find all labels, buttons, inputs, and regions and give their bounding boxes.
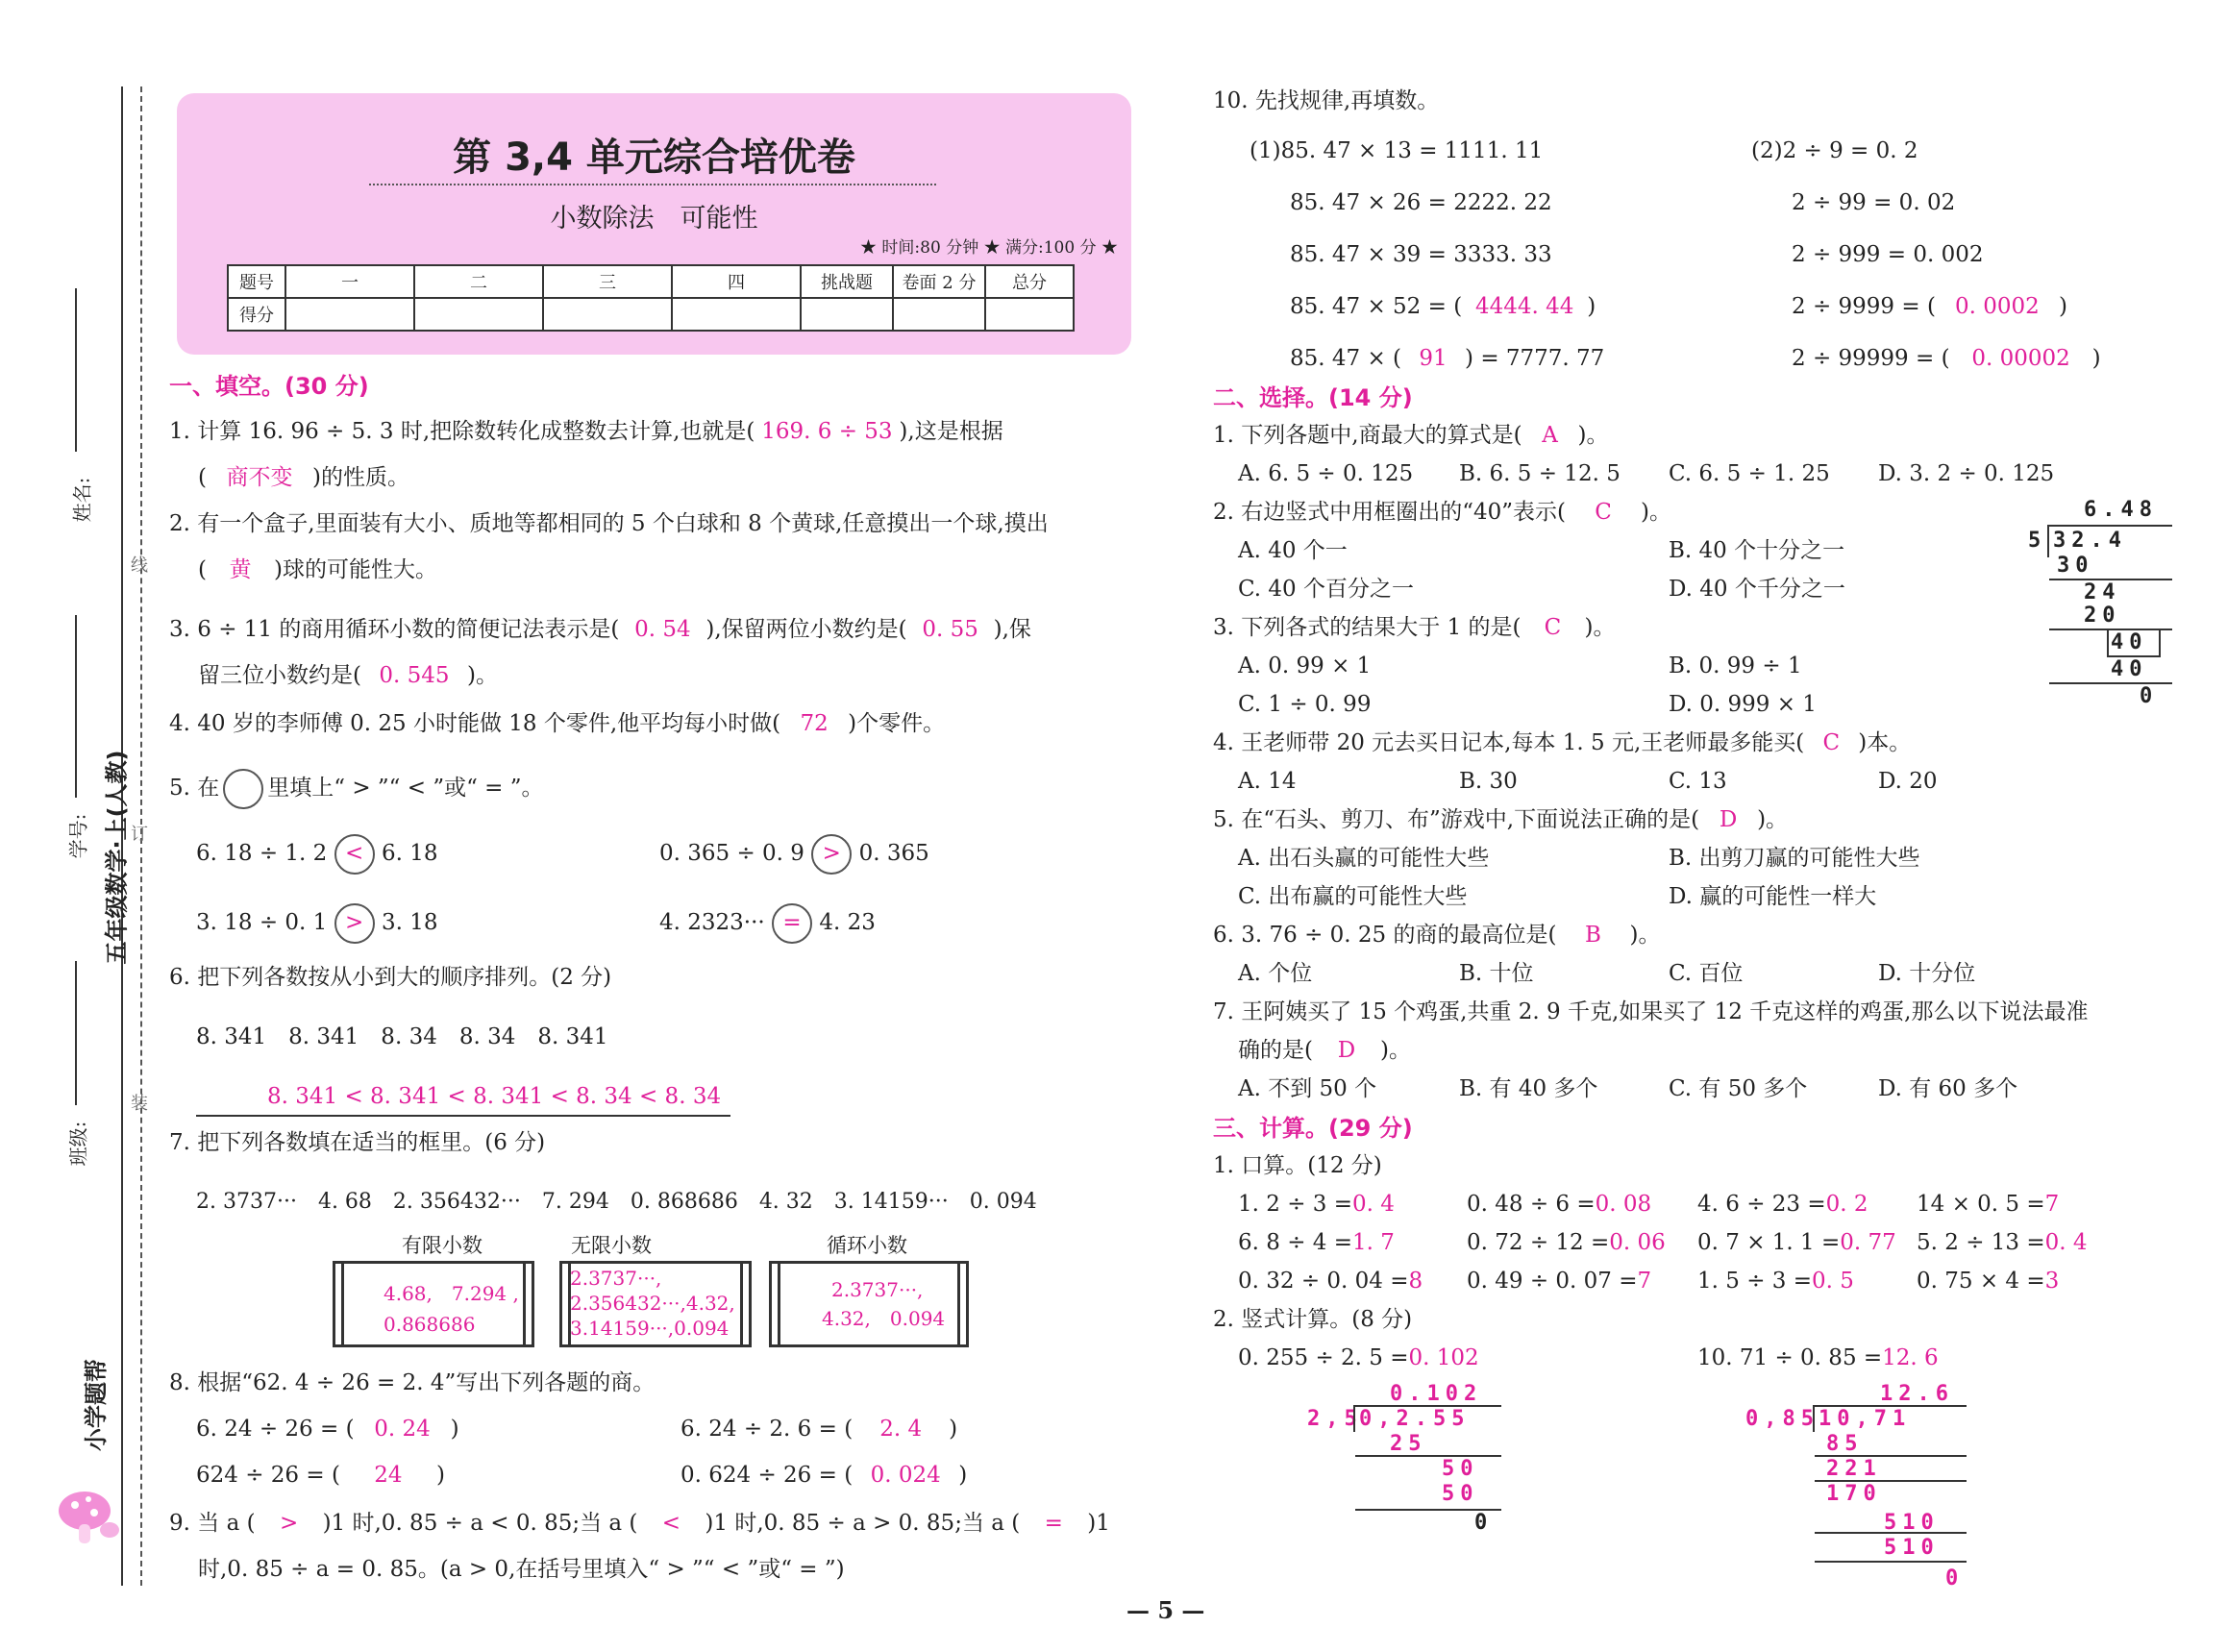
repeating-decimal-box[interactable]: 2.3737···, 4.32, 0.094 [769, 1261, 969, 1347]
question-1-line2: ( 商不变 )的性质。 [198, 465, 409, 490]
q8-item-3: 624 ÷ 26 = ( 24 ) [196, 1463, 445, 1488]
section-2-title: 二、选择。(14 分) [1213, 384, 1413, 411]
choice-option[interactable]: D. 有 60 多个 [1878, 1076, 2018, 1101]
name-label: 姓名: [70, 477, 94, 523]
q5-answer-circle[interactable]: < [334, 834, 375, 875]
finite-decimal-box[interactable]: 4.68, 7.294 , 0.868686 [333, 1261, 534, 1347]
cut-line-label: 线 [131, 555, 148, 576]
question-6-answer: 8. 341 < 8. 341 < 8. 341 < 8. 34 < 8. 34 [267, 1084, 722, 1109]
choice-option[interactable]: B. 40 个十分之一 [1669, 538, 1845, 563]
q5-expr-1: 6. 18 ÷ 1. 2 < 6. 18 [196, 834, 437, 875]
choice-option[interactable]: B. 有 40 多个 [1459, 1076, 1598, 1101]
box-label-finite: 有限小数 [402, 1234, 483, 1257]
oral-item: 1. 5 ÷ 3 =0. 5 [1697, 1269, 1854, 1294]
q8-item-1: 6. 24 ÷ 26 = ( 0. 24 ) [196, 1417, 459, 1442]
score-header-cell: 三 [543, 265, 672, 298]
question-10: 10. 先找规律,再填数。 [1213, 88, 1440, 113]
choice-option[interactable]: B. 出剪刀赢的可能性大些 [1669, 846, 1920, 871]
choice-option[interactable]: A. 个位 [1238, 961, 1313, 986]
oral-item: 0. 49 ÷ 0. 07 =7 [1467, 1269, 1652, 1294]
choice-option[interactable]: A. 40 个一 [1238, 538, 1348, 563]
question-6-numbers: 8. 341 8. 341 8. 34 8. 34 8. 341 [196, 1024, 608, 1049]
question-9-line1: 9. 当 a ( > )1 时,0. 85 ÷ a < 0. 85;当 a ( < )1 时,0. 85 ÷ a > 0. 85;当 a ( = )1 [169, 1511, 1110, 1536]
choice-q5: 5. 在“石头、剪刀、布”游戏中,下面说法正确的是( D )。 [1213, 807, 1789, 832]
question-7: 7. 把下列各数填在适当的框里。(6 分) [169, 1130, 546, 1155]
mushroom-logo-icon [56, 1488, 123, 1547]
q5-expr-2: 0. 365 ÷ 0. 9 > 0. 365 [659, 834, 929, 875]
score-cell[interactable] [801, 298, 893, 331]
choice-option[interactable]: C. 有 50 多个 [1669, 1076, 1808, 1101]
oral-item: 0. 75 × 4 =3 [1917, 1269, 2060, 1294]
oral-item: 6. 8 ÷ 4 =1. 7 [1238, 1230, 1395, 1255]
q10-left-5: 85. 47 × ( 91 ) = 7777. 77 [1290, 346, 1605, 371]
question-3-line2: 留三位小数约是( 0. 545 )。 [198, 663, 498, 688]
oral-item: 0. 72 ÷ 12 =0. 06 [1467, 1230, 1666, 1255]
section-3-title: 三、计算。(29 分) [1213, 1115, 1413, 1142]
cut-line-label: 装 [131, 1094, 148, 1114]
q5-expr-4: 4. 2323··· = 4. 23 [659, 903, 876, 944]
score-header-cell: 卷面 2 分 [893, 265, 985, 298]
header-banner [177, 93, 1131, 355]
vertical-calc-1: 0. 255 ÷ 2. 5 =0. 102 [1238, 1345, 1479, 1370]
choice-option[interactable]: C. 1 ÷ 0. 99 [1238, 692, 1372, 717]
question-2-line1: 2. 有一个盒子,里面装有大小、质地等都相同的 5 个白球和 8 个黄球,任意摸出一个球,摸出 [169, 511, 1049, 536]
choice-q7-line2: 确的是( D )。 [1238, 1038, 1411, 1063]
cut-line-label: 订 [131, 825, 148, 845]
choice-option[interactable]: C. 6. 5 ÷ 1. 25 [1669, 461, 1830, 486]
choice-q7-line1: 7. 王阿姨买了 15 个鸡蛋,共重 2. 9 千克,如果买了 12 千克这样的鸡蛋,那么以下说法最准 [1213, 999, 2089, 1024]
choice-option[interactable]: B. 30 [1459, 769, 1518, 794]
q10-left-2: 85. 47 × 26 = 2222. 22 [1290, 190, 1552, 215]
question-4: 4. 40 岁的李师傅 0. 25 小时能做 18 个零件,他平均每小时做( 72 )个零件。 [169, 711, 946, 736]
choice-option[interactable]: C. 13 [1669, 769, 1727, 794]
choice-q4: 4. 王老师带 20 元去买日记本,每本 1. 5 元,王老师最多能买( C )本。 [1213, 730, 1912, 755]
student-no-label: 学号: [66, 813, 90, 859]
score-header-cell: 一 [285, 265, 414, 298]
class-label: 班级: [66, 1121, 90, 1167]
choice-option[interactable]: B. 0. 99 ÷ 1 [1669, 653, 1802, 678]
question-1-line1: 1. 计算 16. 96 ÷ 5. 3 时,把除数转化成整数去计算,也就是( 169. 6 ÷ 53 ),这是根据 [169, 419, 1003, 444]
question-6: 6. 把下列各数按从小到大的顺序排列。(2 分) [169, 965, 612, 990]
question-9-line2: 时,0. 85 ÷ a = 0. 85。(a > 0,在括号里填入“ > ”“ < ”或“ = ”) [198, 1557, 845, 1582]
q10-left-3: 85. 47 × 39 = 3333. 33 [1290, 242, 1552, 267]
q10-right-3: 2 ÷ 999 = 0. 002 [1792, 242, 1984, 267]
q10-right-1: (2)2 ÷ 9 = 0. 2 [1751, 138, 1918, 163]
section-1-title: 一、填空。(30 分) [169, 373, 369, 400]
q8-item-4: 0. 624 ÷ 26 = ( 0. 024 ) [680, 1463, 968, 1488]
score-header-cell: 挑战题 [801, 265, 893, 298]
time-info: ★ 时间:80 分钟 ★ 满分:100 分 ★ [860, 238, 1118, 258]
q10-right-2: 2 ÷ 99 = 0. 02 [1792, 190, 1956, 215]
question-2-line2: ( 黄 )球的可能性大。 [198, 557, 437, 582]
score-header-cell: 四 [672, 265, 801, 298]
choice-q1: 1. 下列各题中,商最大的算式是( A )。 [1213, 423, 1609, 448]
brand-text: 小学题帮 [83, 1359, 110, 1451]
score-cell[interactable] [543, 298, 672, 331]
q10-left-4: 85. 47 × 52 = ( 4444. 44 ) [1290, 294, 1596, 319]
circle-placeholder-icon [223, 769, 263, 809]
q8-item-2: 6. 24 ÷ 2. 6 = ( 2. 4 ) [680, 1417, 958, 1442]
page-number: — 5 — [1126, 1596, 1205, 1624]
choice-option[interactable]: B. 十位 [1459, 961, 1534, 986]
oral-item: 5. 2 ÷ 13 =0. 4 [1917, 1230, 2088, 1255]
choice-option[interactable]: D. 赢的可能性一样大 [1669, 884, 1877, 909]
score-header-cell: 总分 [985, 265, 1074, 298]
oral-item: 0. 7 × 1. 1 =0. 77 [1697, 1230, 1896, 1255]
score-cell[interactable] [672, 298, 801, 331]
choice-option[interactable]: C. 40 个百分之一 [1238, 577, 1414, 602]
question-7-numbers: 2. 3737··· 4. 68 2. 356432··· 7. 294 0. 868686 4. 32 3. 14159··· 0. 094 [196, 1190, 1037, 1214]
vertical-calc-2: 10. 71 ÷ 0. 85 =12. 6 [1697, 1345, 1939, 1370]
vertical-calc-title: 2. 竖式计算。(8 分) [1213, 1307, 1413, 1332]
q5-answer-circle[interactable]: = [772, 903, 812, 944]
choice-option[interactable]: D. 20 [1878, 769, 1938, 794]
score-row-label: 得分 [228, 298, 285, 331]
q5-answer-circle[interactable]: > [811, 834, 852, 875]
question-5: 5. 在 里填上“ > ”“ < ”或“ = ”。 [169, 769, 544, 809]
choice-option[interactable]: C. 百位 [1669, 961, 1744, 986]
choice-option[interactable]: D. 0. 999 × 1 [1669, 692, 1817, 717]
choice-q3: 3. 下列各式的结果大于 1 的是( C )。 [1213, 615, 1616, 640]
choice-option[interactable]: A. 14 [1238, 769, 1297, 794]
choice-q6: 6. 3. 76 ÷ 0. 25 的商的最高位是( B )。 [1213, 923, 1661, 948]
grade-label: 五年级数学·上(人教) [103, 750, 131, 965]
choice-option[interactable]: A. 不到 50 个 [1238, 1076, 1377, 1101]
q10-right-5: 2 ÷ 99999 = ( 0. 00002 ) [1792, 346, 2101, 371]
score-cell[interactable] [414, 298, 543, 331]
question-3-line1: 3. 6 ÷ 11 的商用循环小数的简便记法表示是( 0. 54 ),保留两位小数约是( 0. 55 ),保 [169, 617, 1031, 642]
box-label-repeating: 循环小数 [827, 1234, 907, 1257]
choice-option[interactable]: D. 40 个千分之一 [1669, 577, 1845, 602]
oral-item: 14 × 0. 5 =7 [1917, 1192, 2060, 1217]
choice-option[interactable]: A. 6. 5 ÷ 0. 125 [1238, 461, 1414, 486]
question-8: 8. 根据“62. 4 ÷ 26 = 2. 4”写出下列各题的商。 [169, 1370, 656, 1395]
score-header-cell: 题号 [228, 265, 285, 298]
q5-answer-circle[interactable]: > [334, 903, 375, 944]
page-subtitle: 小数除法 可能性 [550, 204, 758, 234]
score-cell[interactable] [893, 298, 985, 331]
q10-left-1: (1)85. 47 × 13 = 1111. 11 [1250, 138, 1544, 163]
score-header-cell: 二 [414, 265, 543, 298]
choice-q2: 2. 右边竖式中用框圈出的“40”表示( C )。 [1213, 500, 1671, 525]
choice-option[interactable]: A. 0. 99 × 1 [1238, 653, 1372, 678]
score-cell[interactable] [285, 298, 414, 331]
score-cell[interactable] [985, 298, 1074, 331]
infinite-decimal-box[interactable]: 2.3737···, 2.356432···,4.32, 3.14159···,0.094 [559, 1261, 752, 1347]
choice-option[interactable]: A. 出石头赢的可能性大些 [1238, 846, 1490, 871]
choice-option[interactable]: D. 3. 2 ÷ 0. 125 [1878, 461, 2055, 486]
oral-item: 4. 6 ÷ 23 =0. 2 [1697, 1192, 1868, 1217]
oral-item: 0. 32 ÷ 0. 04 =8 [1238, 1269, 1423, 1294]
choice-option[interactable]: C. 出布赢的可能性大些 [1238, 884, 1468, 909]
score-table [227, 264, 1075, 332]
box-label-infinite: 无限小数 [571, 1234, 652, 1257]
choice-option[interactable]: B. 6. 5 ÷ 12. 5 [1459, 461, 1621, 486]
oral-item: 0. 48 ÷ 6 =0. 08 [1467, 1192, 1652, 1217]
oral-item: 1. 2 ÷ 3 =0. 4 [1238, 1192, 1395, 1217]
oral-calc-title: 1. 口算。(12 分) [1213, 1153, 1382, 1178]
page-title: 第 3,4 单元综合培优卷 [453, 136, 855, 180]
q5-expr-3: 3. 18 ÷ 0. 1 > 3. 18 [196, 903, 437, 944]
choice-option[interactable]: D. 十分位 [1878, 961, 1976, 986]
q10-right-4: 2 ÷ 9999 = ( 0. 0002 ) [1792, 294, 2067, 319]
